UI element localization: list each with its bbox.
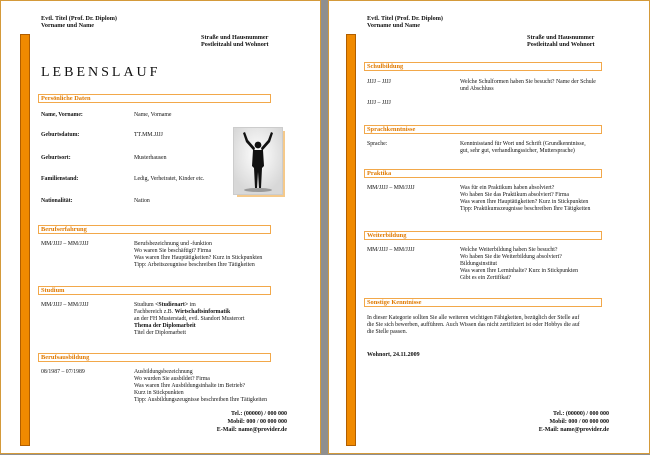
page-1 [0, 0, 321, 454]
profile-photo [233, 127, 283, 195]
label-nationality: Nationalität: [41, 198, 73, 204]
value-birthplace: Musterhausen [134, 155, 167, 161]
other-line-2: die Sie sich bewerben, aufführen. Auch Wissen das nicht zertifiziert ist oder Hobbys die auf [367, 322, 580, 328]
training-line-3: Was waren Ihre Ausbildungsinhalte im Betrieb? [134, 383, 246, 389]
study-line-4: Thema der Diplomarbeit [134, 323, 196, 329]
section-weiterbildung: Weiterbildung [364, 231, 602, 240]
study-line-5: Titel der Diplomarbeit [134, 330, 186, 336]
contact-tel: Tel.: (00000) / 000 000 [231, 411, 287, 417]
school-date-1: JJJJ – JJJJ [367, 79, 391, 85]
further-line-2: Wo haben Sie die Weiterbildung absolviert? [460, 254, 562, 260]
signature-line: Wohnort, 24.11.2009 [367, 352, 420, 358]
experience-date: MM/JJJJ – MM/JJJJ [41, 241, 89, 247]
training-line-4: Kurz in Stickpunkten [134, 390, 184, 396]
address-city: Postleitzahl und Wohnort [201, 41, 269, 48]
contact-email: E-Mail: name@provider.de [538, 427, 609, 433]
contact-tel: Tel.: (00000) / 000 000 [553, 411, 609, 417]
language-text-b: gut, sehr gut, verhandlungssicher, Muttersprache) [460, 148, 575, 154]
document-title: LEBENSLAUF [41, 65, 161, 80]
other-line-1: In dieser Kategorie sollten Sie alle weiteren wichtigen Fähigkeiten, bezüglich der Stelle auf [367, 315, 580, 321]
experience-line-2: Wo waren Sie beschäftigt? Firma [134, 248, 212, 254]
person-silhouette-icon [234, 128, 282, 194]
value-marital-status: Ledig, Verheiratet, Kinder etc. [134, 176, 205, 182]
language-text-a: Kenntnisstand für Wort und Schrift (Grundkenntnisse, [460, 141, 586, 147]
section-persoenliche-daten: Persönliche Daten [38, 94, 271, 103]
further-line-3: Bildungsinstitut [460, 261, 498, 267]
school-date-2: JJJJ – JJJJ [367, 100, 391, 106]
study-line-2: Fachbereich z.B. Wirtschaftsinformatik [134, 309, 231, 315]
address-street: Straße und Hausnummer [527, 34, 595, 41]
header-name: Vorname und Name [367, 22, 421, 29]
study-line-1: Studium <Studienart> im [134, 302, 196, 308]
label-name: Name, Vorname: [41, 112, 83, 118]
training-line-1: Ausbildungsbezeichnung [134, 369, 193, 375]
internship-line-3: Was waren Ihre Hauptätigkeiten? Kurz in Stickpunkten [460, 199, 589, 205]
language-label: Sprache: [367, 141, 388, 147]
further-date: MM/JJJJ – MM/JJJJ [367, 247, 415, 253]
header-title: Evtl. Titel (Prof. Dr. Diplom) [41, 15, 117, 22]
label-birthplace: Geburtsort: [41, 155, 71, 161]
value-nationality: Nation [134, 198, 150, 204]
label-marital-status: Familienstand: [41, 176, 79, 182]
accent-stripe [20, 34, 30, 446]
page-2 [328, 0, 650, 454]
experience-line-1: Berufsbezeichnung und -funktion [134, 241, 212, 247]
accent-stripe [346, 34, 356, 446]
header-name: Vorname und Name [41, 22, 95, 29]
internship-line-4: Tipp: Praktikumszeugnisse beschreiben Ihre Tätigkeiten [460, 206, 591, 212]
study-line-3: an der FH Musterstadt, evtl. Standort Musterort [134, 316, 245, 322]
contact-email: E-Mail: name@provider.de [216, 427, 287, 433]
contact-mobile: Mobil: 000 / 00 000 000 [549, 419, 609, 425]
training-date: 08/1987 – 07/1989 [41, 369, 85, 375]
internship-line-2: Wo haben Sie das Praktikum absolviert? Firma [460, 192, 570, 198]
section-praktika: Praktika [364, 169, 602, 178]
section-berufsausbildung: Berufsausbildung [38, 353, 271, 362]
internship-date: MM/JJJJ – MM/JJJJ [367, 185, 415, 191]
label-birthdate: Geburtsdatum: [41, 132, 80, 138]
contact-mobile: Mobil: 000 / 00 000 000 [227, 419, 287, 425]
section-studium: Studium [38, 286, 271, 295]
section-sprachkenntnisse: Sprachkenntnisse [364, 125, 602, 134]
school-text-1a: Welche Schulformen haben Sie besucht? Name der Schule [460, 79, 596, 85]
address-city: Postleitzahl und Wohnort [527, 41, 595, 48]
further-line-4: Was waren Ihre Lerninhalte? Kurz in Stickpunkten [460, 268, 579, 274]
further-line-5: Gibt es ein Zertifikat? [460, 275, 512, 281]
internship-line-1: Was für ein Praktikum haben absolviert? [460, 185, 555, 191]
study-date: MM/JJJJ – MM/JJJJ [41, 302, 89, 308]
school-text-1b: und Abschluss [460, 86, 494, 92]
section-berufserfahrung: Berufserfahrung [38, 225, 271, 234]
address-street: Straße und Hausnummer [201, 34, 269, 41]
section-schulbildung: Schulbildung [364, 62, 602, 71]
training-line-2: Wo wurden Sie ausbildet? Firma [134, 376, 210, 382]
training-line-5: Tipp: Ausbildungszeugnisse beschreiben Ihre Tätigkeiten [134, 397, 267, 403]
value-name: Name, Vorname [134, 112, 172, 118]
further-line-1: Welche Weiterbildung haben Sie besucht? [460, 247, 558, 253]
value-birthdate: TT.MM.JJJJ [134, 132, 163, 138]
experience-line-4: Tipp: Arbeitszeugnisse beschreiben Ihre Tätigkeiten [134, 262, 255, 268]
experience-line-3: Was waren Ihre Hauptätigkeiten? Kurz in Stickpunkten [134, 255, 263, 261]
header-title: Evtl. Titel (Prof. Dr. Diplom) [367, 15, 443, 22]
section-sonstige-kenntnisse: Sonstige Kenntnisse [364, 298, 602, 307]
other-line-3: die Stelle passen. [367, 329, 408, 335]
